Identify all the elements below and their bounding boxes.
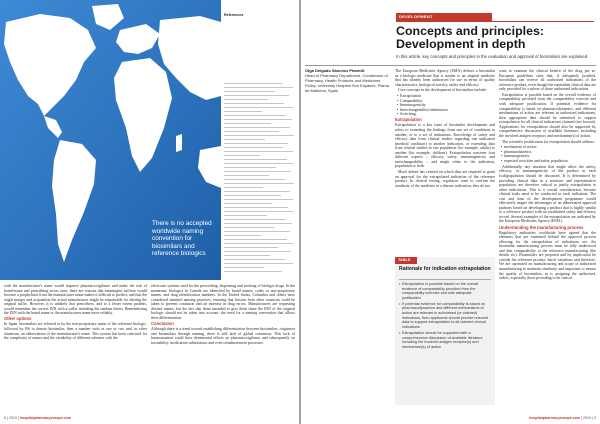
list-item: • Extrapolation should be supported with a comprehensive discussion of available literature including the involved antigen receptor(s) and mechanism(s) of action <box>399 331 491 349</box>
list-item: • Extrapolation is possible based on the overall evidence of comparability provided from the comparability exercise and with adequate justification <box>399 282 491 300</box>
right-page <box>301 0 600 424</box>
page-number: 9 <box>594 416 596 420</box>
paragraph: The European Medicines Agency (EMA) defines a biosimilar as a biologic medicine that is similar to an original medicine that has already been authorised for use in terms of quality characteristics, biological activity, safety and efficacy. <box>395 69 495 87</box>
list-item: • expected toxicities and safety population. <box>501 159 596 164</box>
list-item: • mechanism of action <box>501 145 596 150</box>
references-heading: References <box>224 13 244 17</box>
paragraph: electronic systems used for the prescribing, dispensing and tracking of biologic drugs. In the meantime, biologics in Canada are identified by brand names, codes or non-proprietary names, and drug identification numbers. In the United States, Columbia and others have considered standard naming practices, ensuring that lessons from other countries could be taken to prevent confusion and an increase in drug errors. Manufacturers are requesting distinct names, but the fact that those intended to give them share the INN of the original biologic should not be taken into account; the need for a naming convention that allows their differentiation. <box>151 284 295 320</box>
box-title: Rationale for indication extrapolation <box>399 266 491 272</box>
author-block <box>305 69 391 94</box>
section-rule <box>396 21 594 22</box>
paragraph: Although there is a trend toward establishing differentiation between biosimilars, originator and biosimilars through naming, there is still lack of global consensus. This lack of harmonisation could have detrimental effects on pharmacovigilance and subsequently on traceability, medication substitution, and even reimbursement processes. <box>151 327 295 345</box>
paragraph: The scientific justification for extrapolation should address: <box>502 139 595 144</box>
paragraph: Extrapolation is a key issue of biosimilar development and refers to extending the findings from one set of conditions to another, or to a set of indications. Knowledge of safety and efficacy data from clinical studies regarding one indication (medical condition) to another indication, or extending data from clinical studies in one population (for example, adults) to another (for example, children). Extrapolation concerns four different aspects – efficacy, safety, immunogenicity and interchangeability – and might relate to the indication, population or both. <box>395 123 495 169</box>
subheading-other-options: Other options <box>4 316 32 322</box>
article-title: Concepts and principles: Development in depth <box>396 24 545 52</box>
footer-publication[interactable]: hospitalpharmacyeurope.com <box>19 416 71 420</box>
list-item: • Switching. <box>397 112 495 117</box>
page-number: 8 <box>4 416 6 420</box>
footer-publication[interactable]: hospitalpharmacyeurope.com <box>529 416 581 420</box>
world-map-panel <box>0 0 221 280</box>
author-affiliation: Head of Pharmacy Department, Coordinator of Pharmacy, Health Products and Medicines Policy, University Hospital Son Espases, Palma de Mallorca, Spain <box>305 72 389 93</box>
subheading-extrapolation: Extrapolation <box>395 117 422 123</box>
left-page <box>0 0 299 424</box>
subheading-manufacturing: Understanding the manufacturing process <box>499 224 584 230</box>
divider <box>305 65 596 66</box>
box-body <box>399 282 491 351</box>
paragraph: Much debate has centred on which data are required to grant an approval for the extrapolated indication of the reference product. In clinical testing, regulators want to confirm the similarity of the medicine in a disease indication; they do not <box>395 170 495 188</box>
list-item: • pharmacokinetics <box>501 150 596 155</box>
concepts-list <box>397 94 495 117</box>
list-item: • Interchangeability/substitution <box>397 108 495 113</box>
paragraph: want to examine the clinical benefit of the drug per se. European guidelines state that, if adequately justified, biosimilars can receive all authorised indications of the reference product, even though the equivalent clinical data are only provided for a subset of those authorised indications. <box>499 69 596 92</box>
list-item: • Extrapolation <box>397 94 495 99</box>
paragraph: Regulatory authorities worldwide have agreed that the elements that are examined behind the approval process allowing for the extrapolation of indications are: the biosimilar manufacturing process must be fully understood and that comparability to the reference manufacturing (the details etc). Biosimilars are prepared and by implication be outside the reference product, batch variations and therefore. We are optimised on manufacturing and scope of authorised manufacturing to maintain similarity and important to ensure the quality of biosimilars, as is assigning the authorised, orders, especially those providing to be critical. <box>499 230 596 281</box>
list-item: • If potential evidence for comparability is based on pharmacodynamics and different mechanisms of action are relevant in authorised (or claimed) indications, then applicants should provide relevant data to support extrapolation to all claimed clinical indications <box>399 302 491 330</box>
subheading-conclusion: Conclusion <box>151 320 174 326</box>
right-body-column-1 <box>395 69 495 254</box>
box-list <box>399 282 491 349</box>
section-tag: DEVELOPMENT <box>396 13 492 21</box>
justification-list <box>501 145 596 163</box>
paragraph: Core concepts in the development of biosimilars include: <box>398 88 487 93</box>
footer-year: 2019 <box>8 416 17 420</box>
author-name: Olga Delgado Sánchez PharmD <box>305 68 365 73</box>
paragraph: In Japan, biosimilars are referred to by the non-proprietary name of the reference biologic, followed by BS to denote biosimilar, then a number such as one or two and, in other situations, an abbreviation of the manufacturer's name. This system has been criticised for the complexity of names and the variability of different schemes with the <box>4 322 147 341</box>
paragraph: with the manufacturer's name would improve pharmacovigilance and make the risk of brand-name and prescribing errors rarer; there are reasons that meaningful suffixes would become a prophylaxis from the manufacturer name makes it difficult to predict; and that the single merger and acquisition the actual manufacturer might be responsible for altering the original suffix. However, it is unlikely that prescribers, and to a lesser extent patients, would remember the correct INN with a suffix including the random letters. Remembering the INN with the brand name or the manufacturer name more reliably. <box>4 284 147 316</box>
article-standfirst: In this article, key concepts and principles in the evaluation and approval of biosimilars are explained <box>396 54 588 59</box>
list-item: • Comparability <box>397 99 495 104</box>
right-footer: hospitalpharmacyeurope.com | 2019 | 9 <box>529 416 596 420</box>
paragraph: Additionally, any situation that might affect the safety, efficacy, or immunogenicity of the product in each (sub)population should be discussed. It is determined by providing clinical data in a sensitive and representative population, are therefore critical to justify extrapolation to other indications. This is a crucial consideration, because clinical trials need to be conducted in each indication. The cost and time of the development programme would effectively negate the advantages of an abbreviated approval pathway based on developing a product that is highly similar to a reference product with an established safety and efficacy record. Several examples of the extrapolation are indicated by the European Medicines Agency (EMA). <box>499 164 596 224</box>
footer-year: 2019 <box>583 416 592 420</box>
references-list <box>224 83 295 279</box>
left-footer: 8 | 2019 | hospitalpharmacyeurope.com <box>4 416 71 420</box>
map-caption: There is no accepted worldwide naming convention for biosimilars and reference biologics <box>152 220 212 258</box>
list-item: • immunogenicity <box>501 154 596 159</box>
rationale-box <box>395 257 495 405</box>
box-tab: TABLE <box>395 257 417 264</box>
box-divider <box>399 279 491 280</box>
list-item: • Immunogenicity <box>397 103 495 108</box>
left-body-column-2 <box>151 284 295 412</box>
paragraph: Extrapolation is possible based on the overall evidence of comparability provided from the comparability exercise and with adequate justification. If potential evidence for comparability is based on pharmacodynamics, and different mechanisms of action are relevant in authorised indications, then appropriate data should be submitted to support extrapolation for all clinical indications claimed (see boxout). Applications for extrapolation should also be supported by comprehensive discussion of available literature, including the involved antigen receptors and mechanism(s) of action. <box>499 92 596 138</box>
references-column <box>224 13 295 279</box>
right-body-column-2 <box>499 69 596 412</box>
left-body-column-1 <box>4 284 147 412</box>
